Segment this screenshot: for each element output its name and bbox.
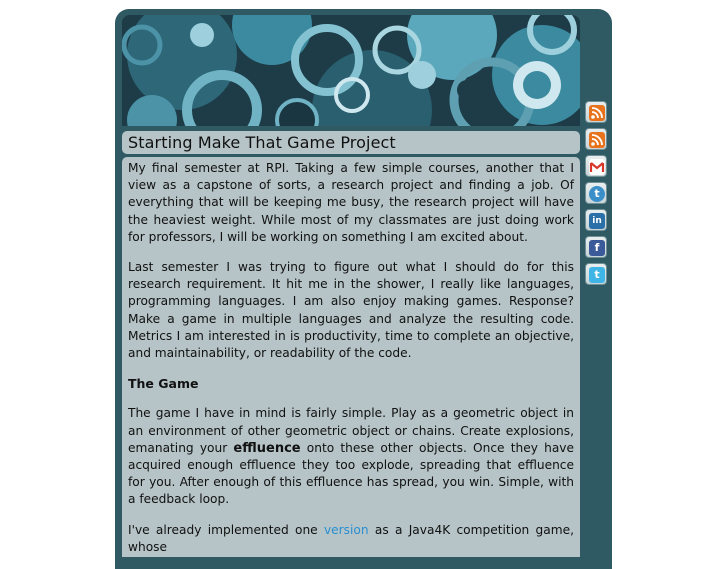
version-link[interactable]: version [323,522,369,537]
paragraph [128,405,574,508]
paragraph: My final semester at RPI. Taking a few simple courses, another that I view as a capstone of sorts, a research project and finding a job. Of everything that will be keeping me busy, the research project will have the heaviest weight. While most of my classmates are just doing work for professors, I will be working on something I am excited about. [128,161,574,244]
post-body [122,157,580,557]
facebook-icon[interactable]: f [585,236,607,258]
bubbles-banner-image [122,15,580,126]
paragraph-text: onto these other objects. Once they have acquired enough effluence they too explode, spreading that effluence for you. After enough of this effluence has spread, you win. Simple, with a feedback loop. [128,440,575,507]
bold-term: effluence [233,440,301,456]
linkedin-icon[interactable]: in [585,209,607,231]
paragraph-text: I've already implemented one [128,522,324,537]
rss-icon[interactable] [585,101,607,123]
paragraph-text: as a Java4K competition game, whose [128,522,574,554]
tumblr-icon[interactable]: t [585,182,607,204]
rss-icon[interactable] [585,128,607,150]
paragraph: Last semester I was trying to figure out what I should do for this research requirement. It hit me in the shower, I really like languages, programming languages. I am also enjoy making games. Response? Make a game in multiple languages and analyze the resulting code. Metrics I am interested in is productivity, time to complete an objective, and maintainability, or readability of the code. [128,260,574,361]
paragraph [128,522,574,556]
section-heading: The Game [128,376,199,392]
paragraph-text: The game I have in mind is fairly simple. Play as a geometric object in an environment of other geometric object or chains. Create explosions, emanating your [128,406,574,455]
gmail-icon[interactable] [585,155,607,177]
twitter-icon[interactable]: t [585,263,607,285]
post-title[interactable]: Starting Make That Game Project [128,133,396,152]
header-banner [122,15,580,126]
post-title-bar [122,131,580,154]
